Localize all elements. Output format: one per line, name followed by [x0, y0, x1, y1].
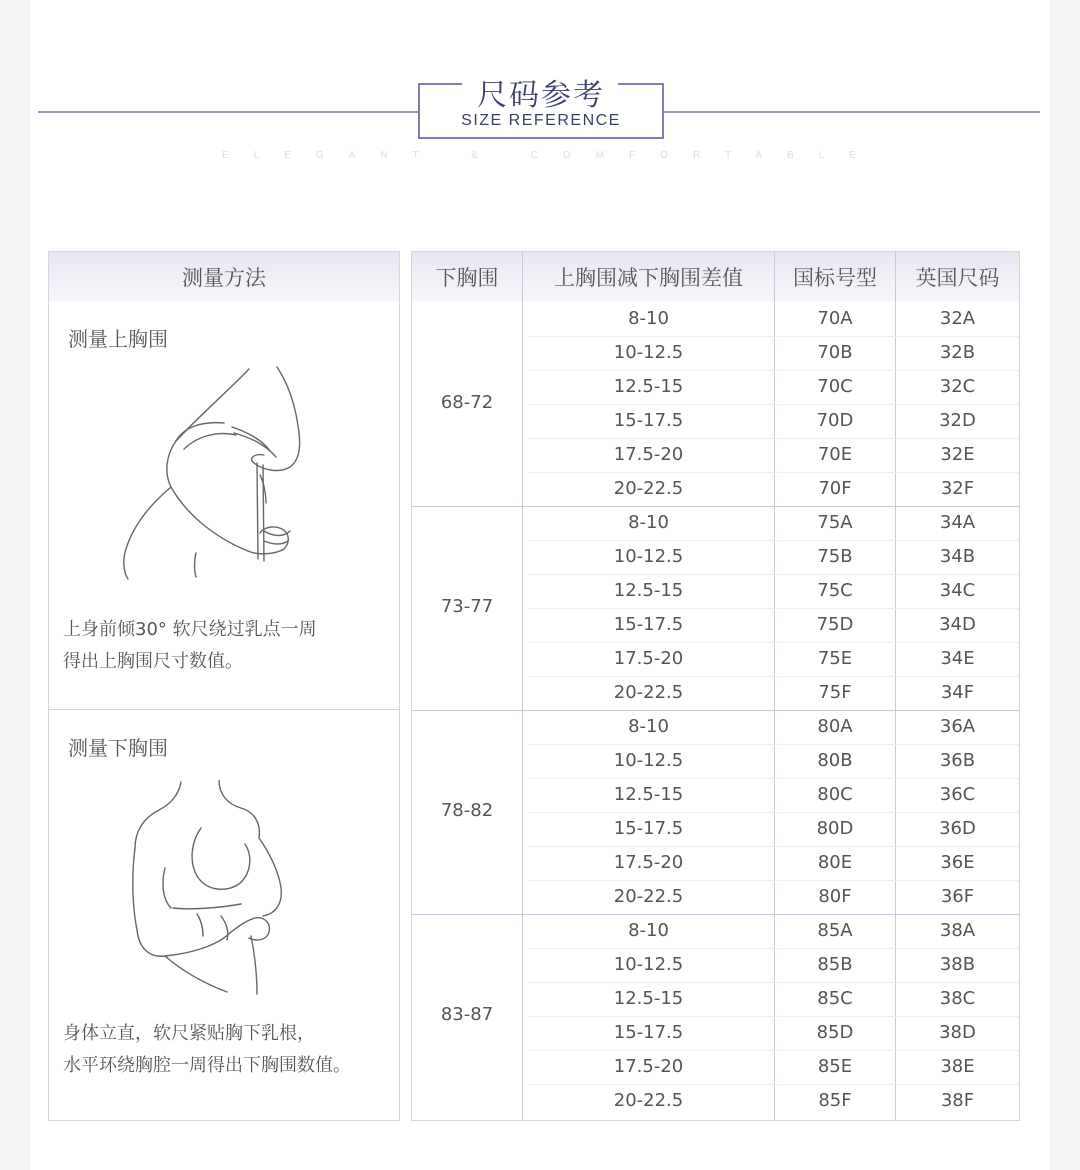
difference-cell: 12.5-15: [613, 784, 684, 805]
underbust-range: 83-87: [440, 1004, 494, 1025]
uk-size-cell: 38C: [939, 988, 976, 1009]
difference-cell: 17.5-20: [613, 444, 684, 465]
underbust-range: 73-77: [440, 596, 494, 617]
cn-size-cell: 85A: [817, 920, 853, 941]
measure-method-panel: [48, 251, 400, 1121]
difference-cell: 17.5-20: [613, 852, 684, 873]
difference-cell: 8-10: [628, 716, 669, 737]
header-difference: 上胸围减下胸围差值: [523, 252, 774, 301]
uk-size-cell: 34E: [940, 648, 975, 669]
cn-size-cell: 70E: [817, 444, 853, 465]
difference-cell: 15-17.5: [613, 410, 684, 431]
header-rule-right: [662, 111, 1040, 113]
size-table: [411, 251, 1020, 1121]
cn-size-cell: 80C: [817, 784, 853, 805]
uk-size-cell: 32F: [940, 478, 975, 499]
cn-size-cell: 75A: [817, 512, 853, 533]
difference-cell: 12.5-15: [613, 988, 684, 1009]
difference-cell: 12.5-15: [613, 376, 684, 397]
uk-size-cell: 38F: [940, 1090, 975, 1111]
cn-size-cell: 70C: [817, 376, 853, 397]
cn-size-cell: 80F: [818, 886, 852, 907]
uk-size-cell: 34B: [939, 546, 976, 567]
header-uk-size: 英国尺码: [896, 252, 1019, 301]
cn-size-cell: 85C: [817, 988, 853, 1009]
difference-cell: 8-10: [628, 308, 669, 329]
difference-cell: 20-22.5: [613, 478, 684, 499]
uk-size-cell: 36B: [939, 750, 976, 771]
uk-size-cell: 32C: [939, 376, 976, 397]
upper-bust-section: [49, 301, 399, 709]
header-rule-left: [38, 111, 418, 113]
difference-cell: 20-22.5: [613, 886, 684, 907]
method-heading: 测量方法: [49, 252, 399, 301]
uk-size-cell: 34C: [939, 580, 976, 601]
uk-size-cell: 36C: [939, 784, 976, 805]
difference-cell: 10-12.5: [613, 750, 684, 771]
difference-cell: 20-22.5: [613, 1090, 684, 1111]
cn-size-cell: 70A: [817, 308, 853, 329]
header-cn-size: 国标号型: [775, 252, 895, 301]
difference-cell: 10-12.5: [613, 342, 684, 363]
difference-cell: 10-12.5: [613, 954, 684, 975]
difference-cell: 15-17.5: [613, 818, 684, 839]
difference-cell: 8-10: [628, 512, 669, 533]
difference-cell: 8-10: [628, 920, 669, 941]
upper-bust-desc-line1: 上身前倾30° 软尺绕过乳点一周: [63, 619, 317, 640]
difference-cell: 20-22.5: [613, 682, 684, 703]
lower-bust-section: [49, 709, 399, 1121]
uk-size-cell: 38B: [939, 954, 976, 975]
uk-size-cell: 36E: [940, 852, 975, 873]
tagline: ELEGANT & COMFORTABLE: [222, 150, 881, 161]
uk-size-cell: 38A: [939, 920, 976, 941]
cn-size-cell: 75B: [817, 546, 853, 567]
difference-cell: 12.5-15: [613, 580, 684, 601]
difference-cell: 17.5-20: [613, 1056, 684, 1077]
cn-size-cell: 70B: [817, 342, 853, 363]
difference-cell: 15-17.5: [613, 614, 684, 635]
lower-bust-desc-line2: 水平环绕胸腔一周得出下胸围数值。: [63, 1055, 351, 1076]
cn-size-cell: 70F: [818, 478, 852, 499]
cn-size-cell: 75E: [817, 648, 853, 669]
uk-size-cell: 32D: [939, 410, 976, 431]
uk-size-cell: 36D: [939, 818, 976, 839]
difference-cell: 17.5-20: [613, 648, 684, 669]
uk-size-cell: 34A: [939, 512, 976, 533]
cn-size-cell: 85D: [816, 1022, 854, 1043]
cn-size-cell: 85F: [818, 1090, 852, 1111]
cn-size-cell: 80E: [817, 852, 853, 873]
cn-size-cell: 80A: [817, 716, 853, 737]
upper-bust-desc: [63, 614, 317, 678]
uk-size-cell: 32B: [939, 342, 976, 363]
cn-size-cell: 80B: [817, 750, 853, 771]
cn-size-cell: 70D: [816, 410, 854, 431]
upper-bust-desc-line2: 得出上胸围尺寸数值。: [63, 651, 243, 672]
lower-bust-illustration: [131, 780, 321, 995]
lower-bust-title: 测量下胸围: [68, 736, 168, 760]
uk-size-cell: 32E: [940, 444, 975, 465]
uk-size-cell: 38E: [940, 1056, 975, 1077]
cn-size-cell: 75C: [817, 580, 853, 601]
cn-size-cell: 75D: [816, 614, 854, 635]
uk-size-cell: 36A: [939, 716, 976, 737]
cn-size-cell: 85B: [817, 954, 853, 975]
uk-size-cell: 38D: [939, 1022, 976, 1043]
page-subtitle: SIZE REFERENCE: [461, 112, 621, 129]
header-underbust: 下胸围: [412, 252, 522, 301]
underbust-range: 78-82: [440, 800, 494, 821]
lower-bust-desc-line1: 身体立直，软尺紧贴胸下乳根，: [63, 1023, 315, 1044]
cn-size-cell: 85E: [817, 1056, 853, 1077]
cn-size-cell: 75F: [818, 682, 852, 703]
underbust-range: 68-72: [440, 392, 494, 413]
uk-size-cell: 36F: [940, 886, 975, 907]
uk-size-cell: 34F: [940, 682, 975, 703]
upper-bust-title: 测量上胸围: [68, 327, 168, 351]
difference-cell: 10-12.5: [613, 546, 684, 567]
difference-cell: 15-17.5: [613, 1022, 684, 1043]
uk-size-cell: 34D: [939, 614, 976, 635]
cn-size-cell: 80D: [816, 818, 854, 839]
lower-bust-desc: [63, 1018, 351, 1082]
page-title: 尺码参考: [418, 70, 664, 114]
uk-size-cell: 32A: [939, 308, 976, 329]
upper-bust-illustration: [114, 363, 324, 583]
